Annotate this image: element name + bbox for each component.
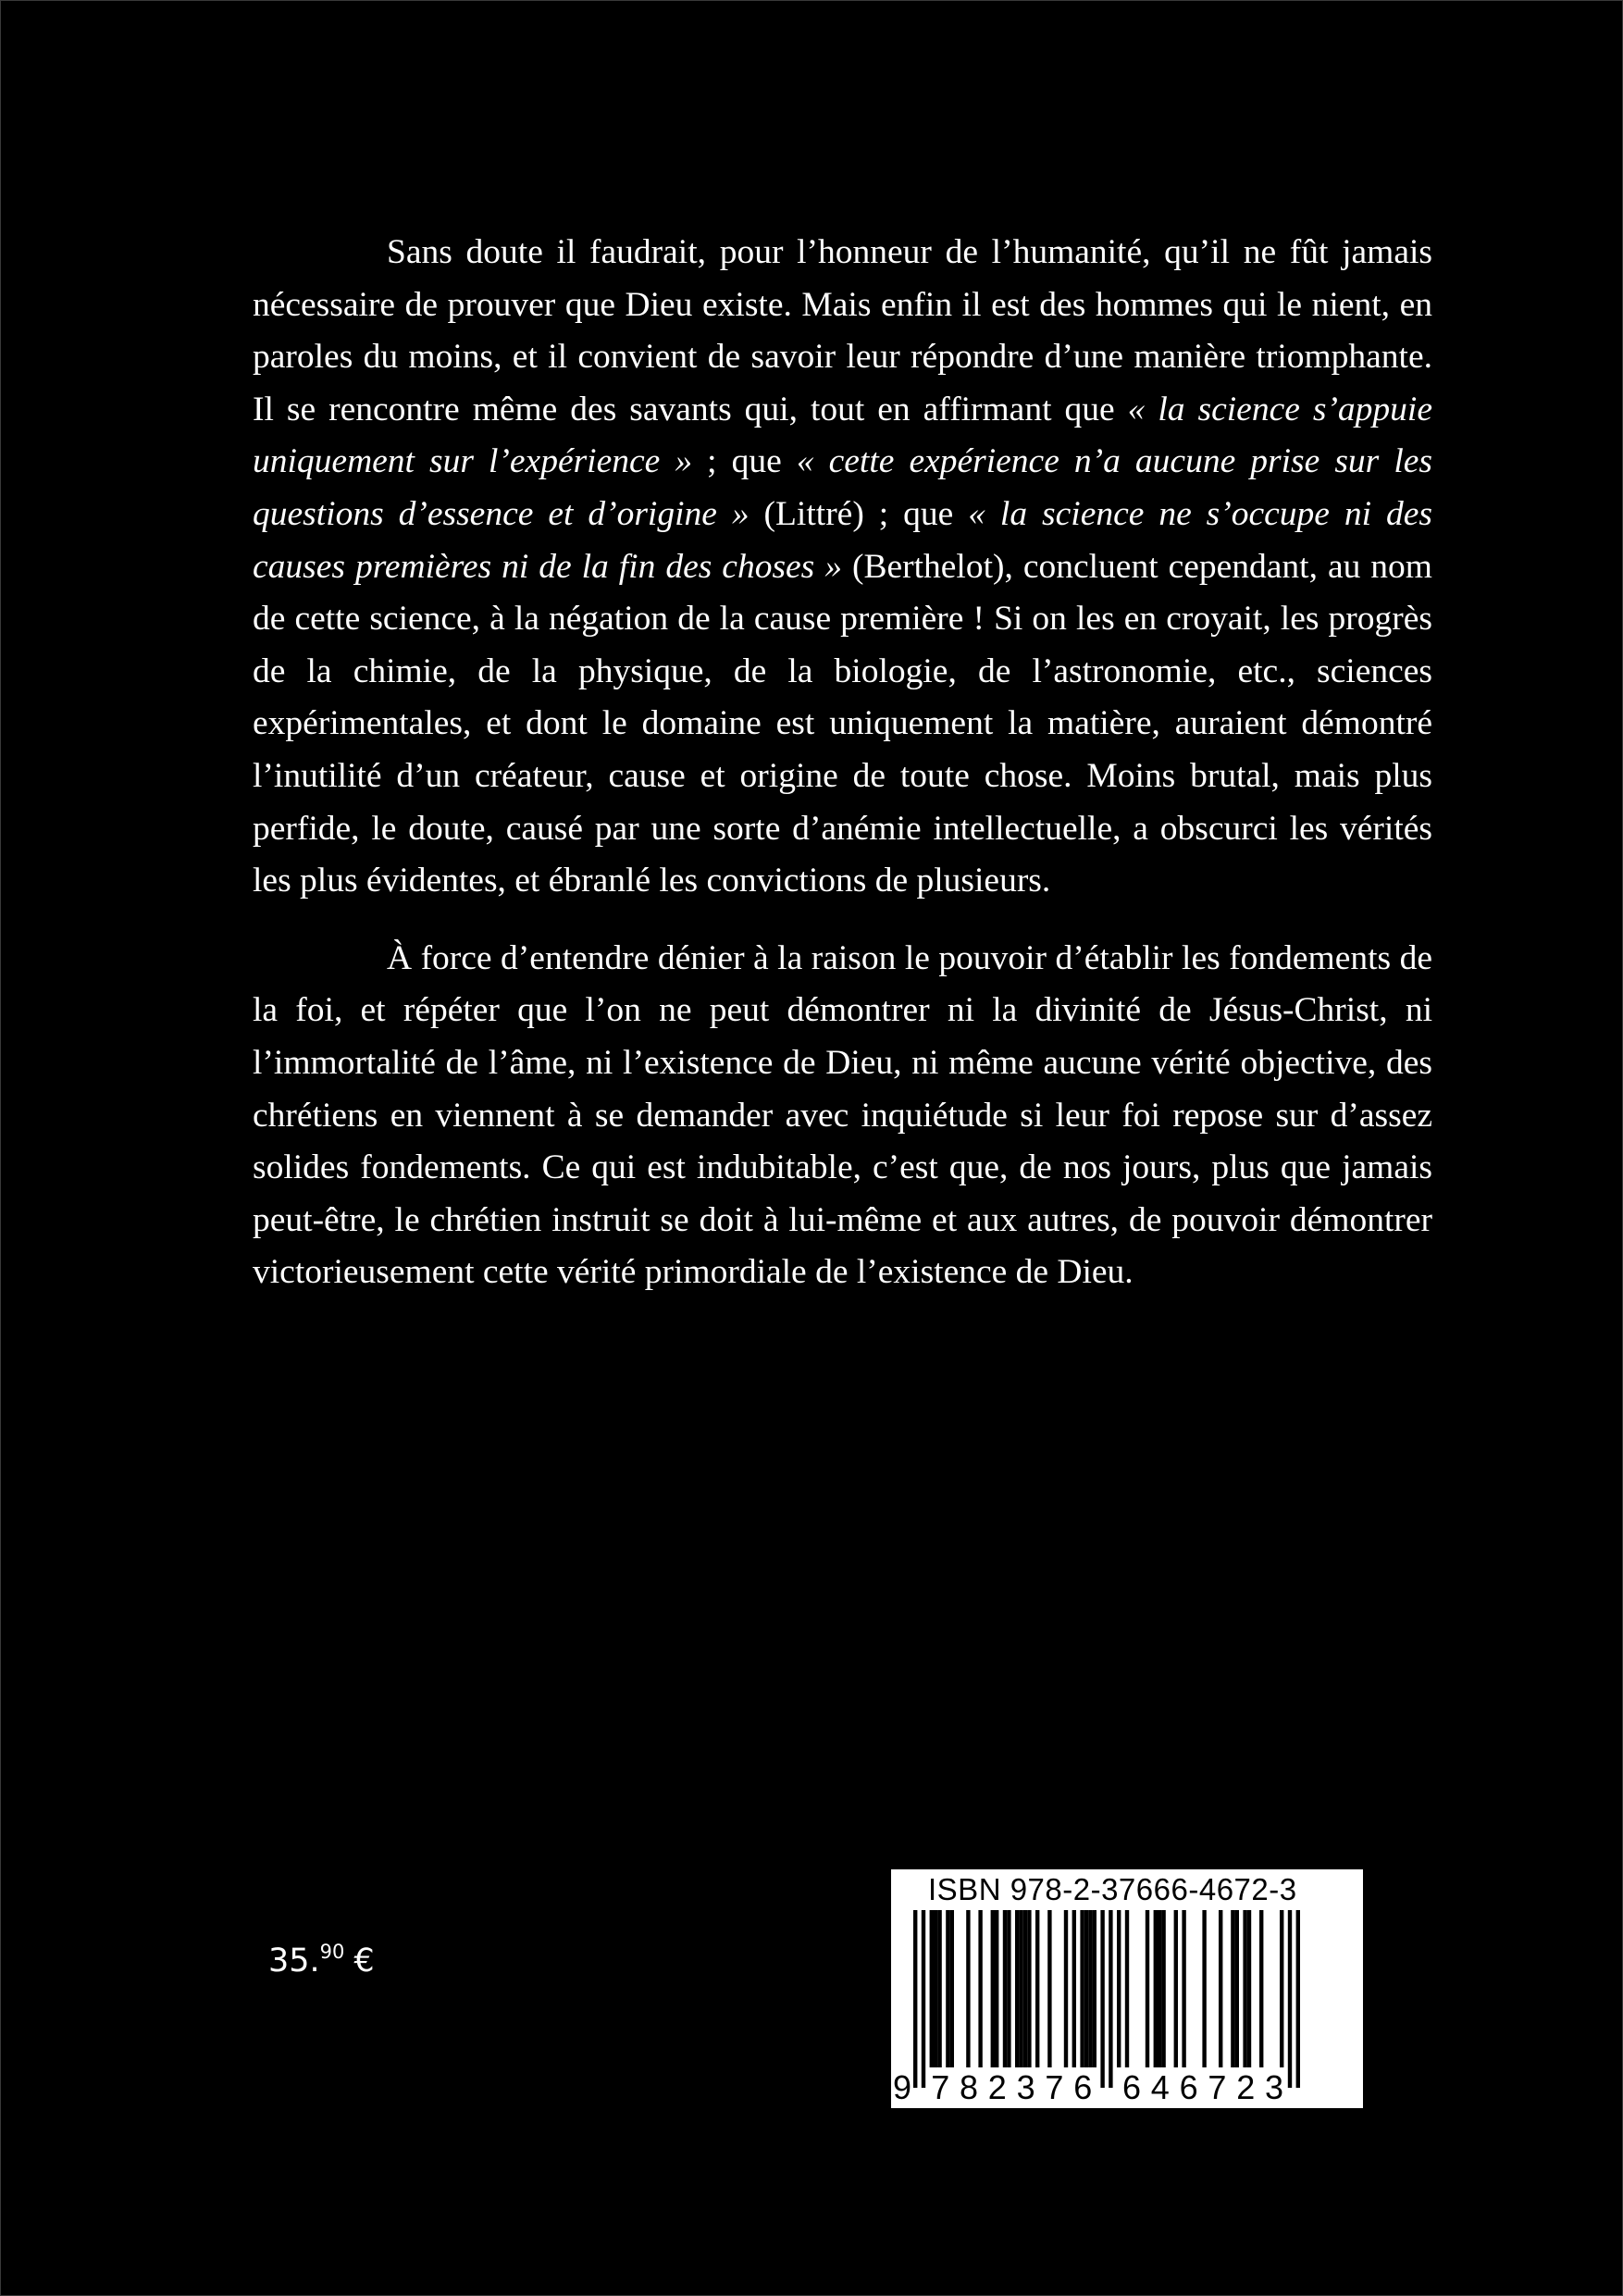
barcode-bar [922,1910,925,2088]
barcode-bar [1064,1910,1068,2067]
barcode-digit: 7 [1045,2068,1064,2106]
barcode-bar [1259,1910,1263,2067]
blurb-paragraph-2 [253,933,1432,1299]
barcode-digit: 6 [1122,2068,1142,2106]
barcode-bar [934,1910,937,2067]
barcode-bar [1146,1910,1149,2067]
barcode-bar [1125,1910,1129,2067]
barcode-bar [991,1910,995,2067]
barcode-bar [1035,1910,1039,2067]
barcode-bar [937,1910,941,2067]
barcode-digit: 6 [1179,2068,1198,2106]
barcode-bar [1154,1910,1158,2067]
barcode-bar [1023,1910,1027,2067]
barcode-bar [1296,1910,1300,2088]
barcode-bar [1158,1910,1161,2067]
barcode-bar [1007,1910,1010,2067]
price-units: 35. [268,1942,320,1980]
quotation-text: « la science s’appuie uniquement sur l’expérience » [253,390,1432,481]
barcode-bar [1247,1910,1251,2067]
barcode-bar [1235,1910,1239,2067]
barcode-bar [995,1910,998,2067]
barcode-digit: 2 [987,2068,1007,2106]
barcode-bar [946,1910,949,2067]
paragraph-text: ; que [692,442,797,481]
barcode-bar [1084,1910,1088,2067]
paragraph-text: Sans doute il faudrait, pour l’honneur de l’humanité, qu’il ne fût jamais nécessaire de prouver que Dieu existe. Mais enfin il est des hommes qui le nient, en paroles du moins, et il convient de savoir leur répondre d’une manière triomphante. Il se rencontre même des savants qui, tout en affirmant que [253,233,1432,428]
barcode-bar [1109,1910,1112,2088]
barcode-bar [1288,1910,1292,2088]
barcode-digit: 7 [931,2068,950,2106]
barcode-bar [1088,1910,1092,2067]
isbn-number: ISBN 978-2-37666-4672-3 [928,1872,1297,1906]
isbn-barcode [891,1869,1363,2108]
paragraph-text: À force d’entendre dénier à la raison le pouvoir d’établir les fondements de la foi, et répéter que l’on ne peut démontrer ni la divinité de Jésus-Christ, ni l’immortalité de l’âme, ni l’existence de Dieu, ni même aucune vérité objective, des chrétiens en viennent à se demander avec inquiétude si leur foi repose sur d’assez solides fondements. Ce qui est indubitable, c’est que, de nos jours, plus que jamais peut-être, le chrétien instruit se doit à lui-même et aux autres, de pouvoir démontrer victorieusement cette vérité primordiale de l’existence de Dieu. [253,938,1432,1292]
barcode-bar [1280,1910,1283,2067]
barcode-bar [1072,1910,1076,2067]
barcode-bar [1100,1910,1104,2088]
barcode-bar [966,1910,970,2067]
barcode-digit: 8 [960,2068,979,2106]
paragraph-text: (Berthelot), concluent cependant, au nom de cette science, à la négation de la cause première ! Si on les en croyait, les progrès de la chimie, de la physique, de la biologie, de l’astronomie, etc., sciences expérimentales, et dont le domaine est uniquement la matière, auraient démontré l’inutilité d’un créateur, cause et origine de toute chose. Moins brutal, mais plus perfide, le doute, causé par une sorte d’anémie intellectuelle, a obscurci les vérités les plus évidentes, et ébranlé les convictions de plusieurs. [253,547,1432,900]
barcode-bar [930,1910,934,2067]
paragraph-text: (Littré) ; que [749,494,969,533]
barcode-bar [1182,1910,1185,2067]
barcode-bar [1019,1910,1022,2067]
price-cents: 90 [319,1941,345,1963]
barcode-bar [913,1910,917,2088]
blurb-paragraph-1 [253,227,1432,908]
barcode-bar [1080,1910,1084,2067]
barcode-digit: 3 [1016,2068,1035,2106]
barcode-digit: 7 [1208,2068,1227,2106]
barcode-bar [1174,1910,1178,2067]
barcode-bar [1093,1910,1096,2067]
barcode-digit: 4 [1150,2068,1170,2106]
price-currency: € [353,1942,375,1980]
barcode-bar [1047,1910,1051,2067]
barcode-bar [1003,1910,1007,2067]
barcode-bar [1015,1910,1019,2067]
price-label [268,1933,375,1980]
quotation-text: « la science ne s’occupe ni des causes premières ni de la fin des choses » [253,494,1432,586]
barcode-bar [1202,1910,1206,2067]
barcode-digit: 6 [1073,2068,1093,2106]
barcode-bar [1219,1910,1222,2067]
barcode-digit: 9 [893,2068,912,2106]
barcode-bar [950,1910,954,2067]
back-cover-blurb [253,227,1432,1299]
quotation-text: « cette expérience n’a aucune prise sur les questions d’essence et d’origine » [253,442,1432,533]
barcode-bar [1231,1910,1234,2067]
barcode-digit: 3 [1265,2068,1284,2106]
barcode-bar [1243,1910,1246,2067]
barcode-digit: 2 [1236,2068,1256,2106]
barcode-bar [1117,1910,1121,2067]
barcode-bar [1027,1910,1031,2067]
barcode-bar [1161,1910,1165,2067]
barcode-bar [978,1910,982,2067]
